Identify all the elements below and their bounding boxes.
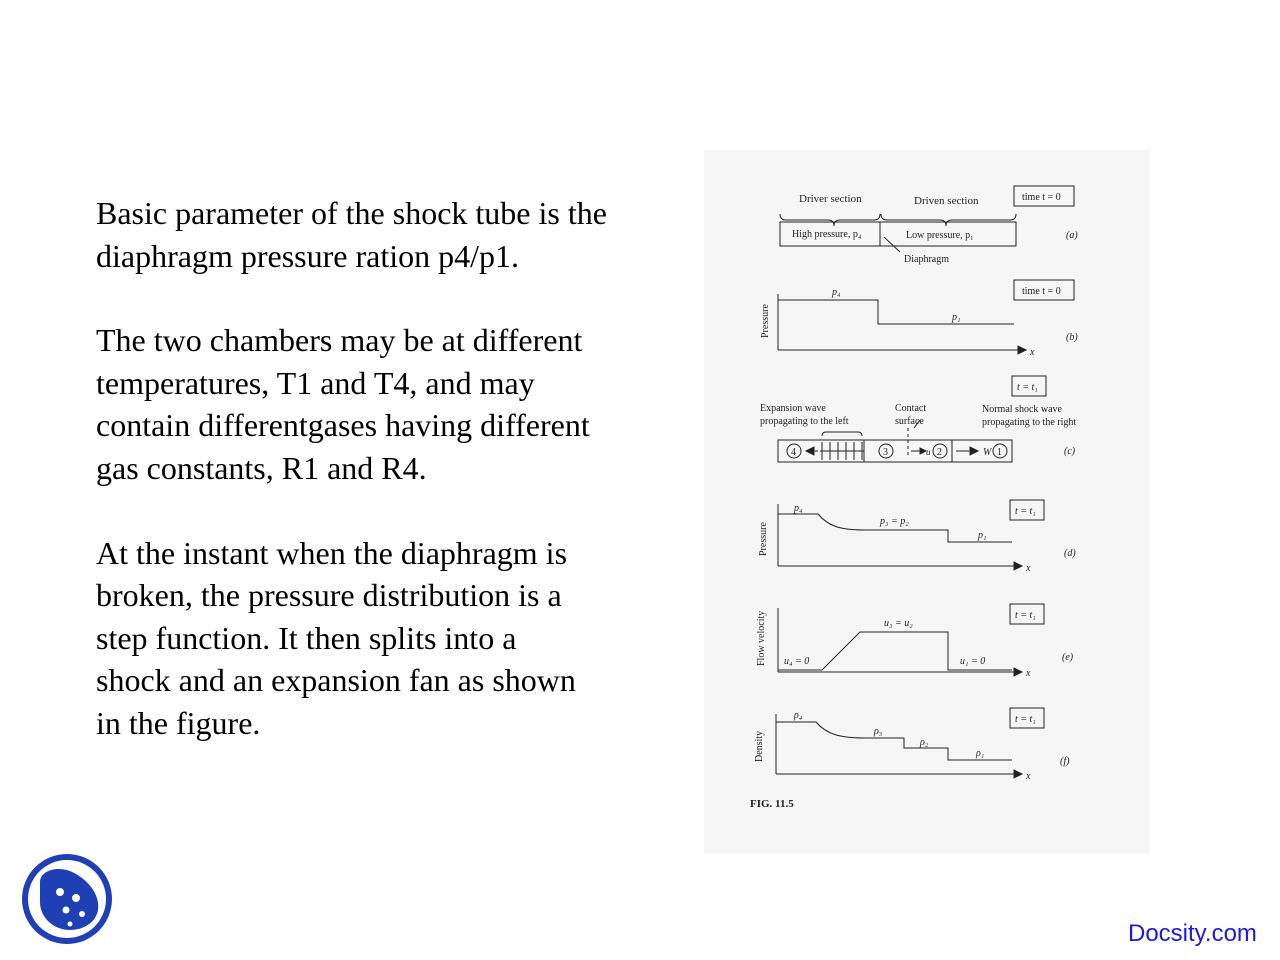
paragraph-2: The two chambers may be at different temperatures, T1 and T4, and may contain differentgases having different gas constants, R1 and R4. bbox=[96, 322, 590, 486]
panel-f-rho1: ρ₁ bbox=[976, 748, 985, 759]
panel-a-letter: (a) bbox=[1066, 230, 1078, 241]
panel-e-u4: u₄ = 0 bbox=[784, 656, 810, 667]
docsity-logo bbox=[20, 852, 114, 946]
panel-d-time: t = t₁ bbox=[1015, 506, 1036, 517]
driven-section-label: Driven section bbox=[914, 195, 979, 207]
shock-label-2: propagating to the right bbox=[982, 417, 1077, 428]
panel-b-x: x bbox=[1030, 347, 1035, 358]
panel-d-p3p2: p₃ = p₂ bbox=[880, 516, 909, 527]
panel-e bbox=[778, 604, 1044, 676]
shock-label-1: Normal shock wave bbox=[982, 404, 1062, 415]
panel-c-time: t = t₁ bbox=[1017, 382, 1038, 393]
shock-tube-figure bbox=[704, 150, 1150, 854]
panel-b-time: time t = 0 bbox=[1022, 286, 1061, 297]
panel-d-p4: p₄ bbox=[794, 503, 803, 514]
panel-e-ylabel: Flow velocity bbox=[756, 610, 767, 666]
contact-label-2: surface bbox=[895, 416, 924, 427]
contact-label-1: Contact bbox=[895, 403, 927, 414]
expansion-label-2: propagating to the left bbox=[760, 416, 849, 427]
panel-f-rho3: ρ₃ bbox=[874, 726, 883, 737]
panel-e-letter: (e) bbox=[1062, 652, 1074, 663]
panel-b-letter: (b) bbox=[1066, 332, 1078, 343]
expansion-label-1: Expansion wave bbox=[760, 403, 826, 414]
panel-b-p4: p₄ bbox=[832, 287, 841, 298]
panel-d-letter: (d) bbox=[1064, 548, 1076, 559]
figure-svg bbox=[704, 150, 1150, 854]
panel-e-u3u2: u₃ = u₂ bbox=[884, 618, 913, 629]
panel-c-letter: (c) bbox=[1064, 446, 1076, 457]
paragraph-3: At the instant when the diaphragm is broken, the pressure distribution is a step function. It then splits into a shock and an expansion fan as shown in the figure. bbox=[96, 534, 576, 741]
panel-d-x: x bbox=[1026, 563, 1031, 574]
panel-b-ylabel: Pressure bbox=[760, 304, 771, 338]
panel-f-time: t = t₁ bbox=[1015, 714, 1036, 725]
panel-f-letter: (f) bbox=[1060, 756, 1070, 767]
figure-caption: FIG. 11.5 bbox=[750, 798, 794, 810]
panel-d-p1: p₁ bbox=[978, 530, 987, 541]
region-3-label: 3 bbox=[883, 447, 888, 458]
panel-e-time: t = t₁ bbox=[1015, 610, 1036, 621]
brand-link[interactable]: Docsity.com bbox=[1128, 920, 1257, 947]
panel-d bbox=[778, 500, 1044, 570]
high-pressure-label: High pressure, p₄ bbox=[792, 229, 862, 240]
panel-d-ylabel: Pressure bbox=[758, 522, 769, 556]
region-2-label: 2 bbox=[937, 447, 942, 458]
diaphragm-label: Diaphragm bbox=[904, 254, 949, 265]
panel-e-x: x bbox=[1026, 668, 1031, 679]
paragraph-1: Basic parameter of the shock tube is the diaphragm pressure ration p4/p1. bbox=[96, 195, 607, 274]
panel-f bbox=[776, 708, 1044, 778]
slide-text bbox=[96, 192, 686, 787]
panel-f-rho2: ρ₂ bbox=[920, 737, 929, 748]
panel-e-u1: u₁ = 0 bbox=[960, 656, 986, 667]
panel-b-p1: p₁ bbox=[952, 312, 961, 323]
contact-velocity-label: u bbox=[926, 447, 931, 457]
panel-f-rho4: ρ₄ bbox=[794, 710, 803, 721]
low-pressure-label: Low pressure, p₁ bbox=[906, 230, 974, 241]
panel-f-ylabel: Density bbox=[754, 730, 765, 762]
shock-speed-label: W bbox=[983, 447, 992, 458]
panel-f-x: x bbox=[1026, 771, 1031, 782]
region-4-label: 4 bbox=[791, 447, 796, 458]
driver-section-label: Driver section bbox=[799, 193, 862, 205]
region-1-label: 1 bbox=[997, 447, 1002, 458]
panel-a-time: time t = 0 bbox=[1022, 192, 1061, 203]
